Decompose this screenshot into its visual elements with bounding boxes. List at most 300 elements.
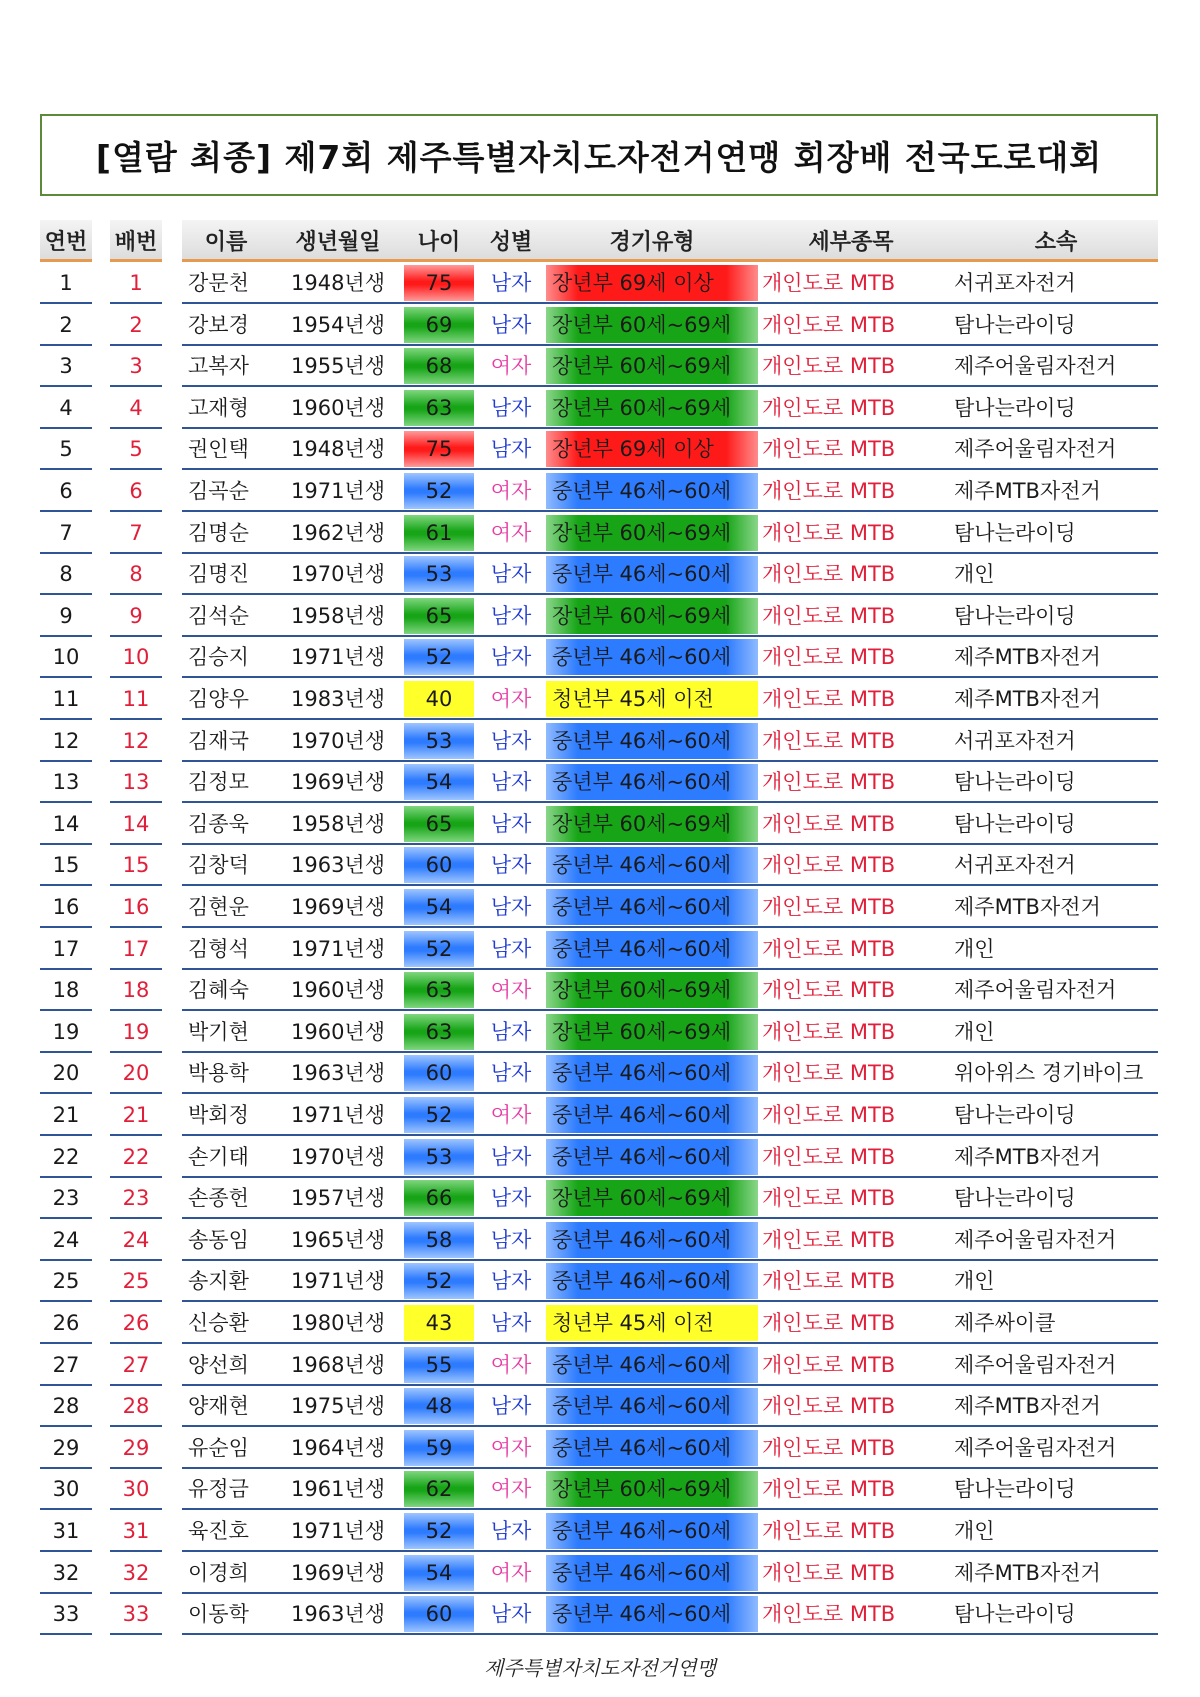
cell-birth: 1964년생 <box>290 1436 385 1460</box>
cell-age: 75 <box>404 431 474 467</box>
cell-event: 개인도로 MTB <box>762 1561 896 1585</box>
cell-seq: 4 <box>59 396 73 420</box>
cell-age: 54 <box>404 764 474 800</box>
cell-event: 개인도로 MTB <box>762 729 896 753</box>
cell-team: 탐나는라이딩 <box>954 1477 1076 1501</box>
cell-gender: 남자 <box>490 1061 532 1085</box>
cell-seq: 7 <box>59 521 73 545</box>
cell-event: 개인도로 MTB <box>762 1020 896 1044</box>
cell-bib: 3 <box>129 354 143 378</box>
cell-age: 53 <box>404 556 474 592</box>
cell-category: 장년부 60세~69세 <box>546 806 758 842</box>
cell-category: 장년부 69세 이상 <box>546 265 758 301</box>
row-underline <box>182 801 1158 803</box>
cell-bib: 28 <box>122 1394 150 1418</box>
cell-seq: 15 <box>52 853 80 877</box>
cell-event: 개인도로 MTB <box>762 604 896 628</box>
cell-name: 김형석 <box>188 937 249 961</box>
cell-name: 김현운 <box>188 895 249 919</box>
cell-team: 탐나는라이딩 <box>954 812 1076 836</box>
cell-seq: 12 <box>52 729 80 753</box>
cell-category: 장년부 60세~69세 <box>546 598 758 634</box>
cell-name: 김정모 <box>188 770 249 794</box>
cell-gender: 남자 <box>490 1020 532 1044</box>
row-underline <box>182 635 1158 637</box>
row-underline <box>110 968 162 970</box>
cell-age: 53 <box>404 723 474 759</box>
row-underline <box>110 1467 162 1469</box>
cell-bib: 19 <box>122 1020 150 1044</box>
row-underline <box>40 718 92 720</box>
header-seq: 연번 <box>44 229 88 255</box>
cell-seq: 13 <box>52 770 80 794</box>
cell-team: 제주MTB자전거 <box>954 479 1101 503</box>
cell-age: 43 <box>404 1305 474 1341</box>
cell-team: 탐나는라이딩 <box>954 1103 1076 1127</box>
cell-gender: 남자 <box>490 812 532 836</box>
cell-gender: 남자 <box>490 853 532 877</box>
cell-birth: 1970년생 <box>290 562 385 586</box>
row-underline <box>40 1217 92 1219</box>
cell-gender: 남자 <box>490 313 532 337</box>
row-underline <box>182 302 1158 304</box>
cell-team: 개인 <box>954 1519 995 1543</box>
row-underline <box>110 1051 162 1053</box>
cell-age: 63 <box>404 972 474 1008</box>
row-underline <box>110 635 162 637</box>
cell-age: 52 <box>404 1097 474 1133</box>
cell-birth: 1948년생 <box>290 271 385 295</box>
row-underline <box>182 1384 1158 1386</box>
cell-bib: 10 <box>122 645 150 669</box>
cell-bib: 9 <box>129 604 143 628</box>
cell-age: 65 <box>404 806 474 842</box>
cell-team: 서귀포자전거 <box>954 853 1076 877</box>
cell-event: 개인도로 MTB <box>762 562 896 586</box>
cell-bib: 22 <box>122 1145 150 1169</box>
row-underline <box>40 1508 92 1510</box>
cell-category: 장년부 60세~69세 <box>546 390 758 426</box>
row-underline <box>110 385 162 387</box>
cell-event: 개인도로 MTB <box>762 354 896 378</box>
cell-category: 중년부 46세~60세 <box>546 931 758 967</box>
row-underline <box>40 1009 92 1011</box>
cell-event: 개인도로 MTB <box>762 770 896 794</box>
cell-category: 중년부 46세~60세 <box>546 1222 758 1258</box>
cell-birth: 1971년생 <box>290 1269 385 1293</box>
cell-seq: 8 <box>59 562 73 586</box>
cell-team: 제주MTB자전거 <box>954 1145 1101 1169</box>
row-underline <box>110 1009 162 1011</box>
cell-birth: 1963년생 <box>290 1602 385 1626</box>
page-title: [열람 최종] 제7회 제주특별자치도자전거연맹 회장배 전국도로대회 <box>95 137 1103 177</box>
row-underline <box>40 1134 92 1136</box>
cell-team: 탐나는라이딩 <box>954 1186 1076 1210</box>
cell-bib: 20 <box>122 1061 150 1085</box>
cell-seq: 26 <box>52 1311 80 1335</box>
cell-event: 개인도로 MTB <box>762 1103 896 1127</box>
cell-category: 중년부 46세~60세 <box>546 889 758 925</box>
cell-team: 개인 <box>954 1020 995 1044</box>
cell-gender: 남자 <box>490 729 532 753</box>
cell-age: 68 <box>404 348 474 384</box>
cell-birth: 1968년생 <box>290 1353 385 1377</box>
cell-bib: 14 <box>122 812 150 836</box>
cell-event: 개인도로 MTB <box>762 1394 896 1418</box>
row-underline <box>182 1134 1158 1136</box>
cell-category: 장년부 60세~69세 <box>546 348 758 384</box>
cell-birth: 1958년생 <box>290 812 385 836</box>
cell-gender: 여자 <box>490 1436 532 1460</box>
row-underline <box>182 510 1158 512</box>
cell-team: 개인 <box>954 562 995 586</box>
cell-birth: 1969년생 <box>290 770 385 794</box>
cell-gender: 남자 <box>490 1186 532 1210</box>
row-underline <box>182 1217 1158 1219</box>
header-event: 세부종목 <box>808 229 894 255</box>
cell-gender: 남자 <box>490 1228 532 1252</box>
cell-category: 중년부 46세~60세 <box>546 1055 758 1091</box>
cell-bib: 8 <box>129 562 143 586</box>
header-category: 경기유형 <box>609 229 695 255</box>
cell-birth: 1954년생 <box>290 313 385 337</box>
cell-category: 중년부 46세~60세 <box>546 1430 758 1466</box>
cell-event: 개인도로 MTB <box>762 313 896 337</box>
cell-age: 52 <box>404 639 474 675</box>
row-underline <box>110 1592 162 1594</box>
cell-age: 66 <box>404 1180 474 1216</box>
cell-category: 중년부 46세~60세 <box>546 1513 758 1549</box>
cell-seq: 22 <box>52 1145 80 1169</box>
row-underline <box>110 1342 162 1344</box>
cell-age: 69 <box>404 307 474 343</box>
row-underline <box>40 344 92 346</box>
cell-team: 제주MTB자전거 <box>954 687 1101 711</box>
cell-gender: 여자 <box>490 479 532 503</box>
cell-age: 54 <box>404 889 474 925</box>
cell-event: 개인도로 MTB <box>762 853 896 877</box>
cell-event: 개인도로 MTB <box>762 687 896 711</box>
cell-name: 고복자 <box>188 354 249 378</box>
row-underline <box>40 968 92 970</box>
cell-team: 제주MTB자전거 <box>954 895 1101 919</box>
row-underline <box>182 468 1158 470</box>
cell-age: 60 <box>404 847 474 883</box>
cell-category: 청년부 45세 이전 <box>546 1305 758 1341</box>
cell-bib: 7 <box>129 521 143 545</box>
cell-birth: 1970년생 <box>290 729 385 753</box>
row-underline <box>182 427 1158 429</box>
cell-event: 개인도로 MTB <box>762 437 896 461</box>
cell-event: 개인도로 MTB <box>762 1477 896 1501</box>
row-underline <box>182 1342 1158 1344</box>
cell-seq: 20 <box>52 1061 80 1085</box>
cell-birth: 1971년생 <box>290 1103 385 1127</box>
row-underline <box>40 1384 92 1386</box>
cell-age: 53 <box>404 1139 474 1175</box>
row-underline <box>182 1300 1158 1302</box>
cell-event: 개인도로 MTB <box>762 479 896 503</box>
row-underline <box>182 676 1158 678</box>
row-underline <box>182 1051 1158 1053</box>
cell-category: 장년부 60세~69세 <box>546 307 758 343</box>
row-underline <box>40 1092 92 1094</box>
cell-bib: 21 <box>122 1103 150 1127</box>
cell-team: 제주어울림자전거 <box>954 1436 1117 1460</box>
cell-seq: 28 <box>52 1394 80 1418</box>
cell-team: 제주어울림자전거 <box>954 437 1117 461</box>
cell-birth: 1957년생 <box>290 1186 385 1210</box>
cell-seq: 30 <box>52 1477 80 1501</box>
cell-birth: 1962년생 <box>290 521 385 545</box>
cell-birth: 1983년생 <box>290 687 385 711</box>
row-underline <box>40 884 92 886</box>
cell-gender: 남자 <box>490 562 532 586</box>
row-underline <box>182 1633 1158 1635</box>
cell-bib: 26 <box>122 1311 150 1335</box>
cell-team: 제주어울림자전거 <box>954 1353 1117 1377</box>
cell-age: 59 <box>404 1430 474 1466</box>
cell-name: 권인택 <box>188 437 249 461</box>
cell-bib: 33 <box>122 1602 150 1626</box>
header-birth: 생년월일 <box>295 229 381 255</box>
cell-bib: 23 <box>122 1186 150 1210</box>
cell-event: 개인도로 MTB <box>762 271 896 295</box>
cell-age: 55 <box>404 1347 474 1383</box>
row-underline <box>110 718 162 720</box>
row-underline <box>110 760 162 762</box>
cell-team: 제주어울림자전거 <box>954 1228 1117 1252</box>
row-underline <box>182 760 1158 762</box>
row-underline <box>110 468 162 470</box>
header-bib: 배번 <box>114 229 158 255</box>
cell-bib: 4 <box>129 396 143 420</box>
cell-birth: 1960년생 <box>290 396 385 420</box>
cell-seq: 29 <box>52 1436 80 1460</box>
row-underline <box>40 635 92 637</box>
cell-bib: 11 <box>122 687 150 711</box>
cell-name: 손기태 <box>188 1145 249 1169</box>
row-underline <box>110 1259 162 1261</box>
cell-event: 개인도로 MTB <box>762 645 896 669</box>
cell-seq: 2 <box>59 313 73 337</box>
cell-name: 김재국 <box>188 729 249 753</box>
cell-gender: 여자 <box>490 687 532 711</box>
cell-gender: 남자 <box>490 1311 532 1335</box>
row-underline <box>40 926 92 928</box>
header-team: 소속 <box>1034 229 1078 255</box>
row-underline <box>182 1550 1158 1552</box>
row-underline <box>40 427 92 429</box>
cell-name: 김혜숙 <box>188 978 249 1002</box>
cell-age: 54 <box>404 1555 474 1591</box>
cell-gender: 여자 <box>490 354 532 378</box>
cell-team: 제주어울림자전거 <box>954 354 1117 378</box>
cell-event: 개인도로 MTB <box>762 1186 896 1210</box>
row-underline <box>182 1425 1158 1427</box>
cell-team: 위아위스 경기바이크 <box>954 1061 1144 1085</box>
row-underline <box>40 1425 92 1427</box>
cell-category: 중년부 46세~60세 <box>546 1388 758 1424</box>
cell-event: 개인도로 MTB <box>762 978 896 1002</box>
row-underline <box>110 1300 162 1302</box>
cell-name: 송지환 <box>188 1269 249 1293</box>
title-box <box>40 114 1158 196</box>
cell-bib: 17 <box>122 937 150 961</box>
cell-bib: 5 <box>129 437 143 461</box>
cell-bib: 31 <box>122 1519 150 1543</box>
cell-seq: 3 <box>59 354 73 378</box>
cell-team: 제주MTB자전거 <box>954 645 1101 669</box>
row-underline <box>40 1176 92 1178</box>
cell-age: 63 <box>404 390 474 426</box>
cell-seq: 19 <box>52 1020 80 1044</box>
row-underline <box>110 1217 162 1219</box>
cell-birth: 1960년생 <box>290 1020 385 1044</box>
row-underline <box>182 1009 1158 1011</box>
row-underline <box>40 1300 92 1302</box>
row-underline <box>110 593 162 595</box>
cell-age: 61 <box>404 515 474 551</box>
cell-gender: 여자 <box>490 1477 532 1501</box>
row-underline <box>110 1508 162 1510</box>
row-underline <box>40 1467 92 1469</box>
cell-category: 중년부 46세~60세 <box>546 1139 758 1175</box>
row-underline <box>110 1092 162 1094</box>
cell-team: 탐나는라이딩 <box>954 313 1076 337</box>
cell-team: 제주MTB자전거 <box>954 1394 1101 1418</box>
cell-event: 개인도로 MTB <box>762 396 896 420</box>
cell-gender: 여자 <box>490 521 532 545</box>
row-underline <box>40 801 92 803</box>
cell-event: 개인도로 MTB <box>762 1145 896 1169</box>
row-underline <box>182 593 1158 595</box>
cell-age: 40 <box>404 681 474 717</box>
cell-name: 유순임 <box>188 1436 249 1460</box>
row-underline <box>40 510 92 512</box>
cell-name: 강보경 <box>188 313 249 337</box>
cell-category: 장년부 60세~69세 <box>546 515 758 551</box>
cell-event: 개인도로 MTB <box>762 1228 896 1252</box>
cell-bib: 2 <box>129 313 143 337</box>
row-underline <box>40 1550 92 1552</box>
cell-gender: 남자 <box>490 437 532 461</box>
row-underline <box>40 843 92 845</box>
cell-event: 개인도로 MTB <box>762 1602 896 1626</box>
cell-name: 김창덕 <box>188 853 249 877</box>
footer-text: 제주특별자치도자전거연맹 <box>484 1656 716 1680</box>
cell-bib: 6 <box>129 479 143 503</box>
row-underline <box>110 1550 162 1552</box>
row-underline <box>40 1051 92 1053</box>
header-gender: 성별 <box>489 229 533 255</box>
row-underline <box>110 427 162 429</box>
cell-seq: 10 <box>52 645 80 669</box>
cell-gender: 남자 <box>490 604 532 628</box>
cell-bib: 25 <box>122 1269 150 1293</box>
cell-category: 중년부 46세~60세 <box>546 1347 758 1383</box>
cell-age: 62 <box>404 1471 474 1507</box>
row-underline <box>182 552 1158 554</box>
row-underline <box>40 302 92 304</box>
cell-name: 강문천 <box>188 271 249 295</box>
cell-name: 박용학 <box>188 1061 249 1085</box>
cell-age: 75 <box>404 265 474 301</box>
row-underline <box>110 843 162 845</box>
row-underline <box>40 1259 92 1261</box>
cell-category: 중년부 46세~60세 <box>546 1263 758 1299</box>
cell-team: 탐나는라이딩 <box>954 396 1076 420</box>
cell-age: 52 <box>404 1263 474 1299</box>
cell-name: 김곡순 <box>188 479 249 503</box>
cell-category: 중년부 46세~60세 <box>546 1596 758 1632</box>
cell-team: 탐나는라이딩 <box>954 604 1076 628</box>
row-underline <box>110 510 162 512</box>
cell-bib: 29 <box>122 1436 150 1460</box>
cell-seq: 33 <box>52 1602 80 1626</box>
cell-seq: 17 <box>52 937 80 961</box>
cell-seq: 9 <box>59 604 73 628</box>
row-underline <box>110 1633 162 1635</box>
cell-birth: 1980년생 <box>290 1311 385 1335</box>
cell-gender: 남자 <box>490 1394 532 1418</box>
cell-event: 개인도로 MTB <box>762 937 896 961</box>
cell-bib: 13 <box>122 770 150 794</box>
row-underline <box>182 1508 1158 1510</box>
cell-name: 김명순 <box>188 521 249 545</box>
row-underline <box>182 843 1158 845</box>
row-underline <box>110 676 162 678</box>
cell-gender: 남자 <box>490 895 532 919</box>
cell-category: 중년부 46세~60세 <box>546 1555 758 1591</box>
cell-birth: 1960년생 <box>290 978 385 1002</box>
cell-bib: 16 <box>122 895 150 919</box>
cell-team: 탐나는라이딩 <box>954 1602 1076 1626</box>
cell-event: 개인도로 MTB <box>762 1436 896 1460</box>
header-age: 나이 <box>417 229 461 255</box>
cell-birth: 1971년생 <box>290 1519 385 1543</box>
cell-category: 중년부 46세~60세 <box>546 473 758 509</box>
cell-seq: 14 <box>52 812 80 836</box>
row-underline <box>110 884 162 886</box>
row-underline <box>182 385 1158 387</box>
row-underline <box>110 1134 162 1136</box>
row-underline <box>40 1342 92 1344</box>
cell-gender: 여자 <box>490 1103 532 1127</box>
cell-name: 김명진 <box>188 562 249 586</box>
cell-name: 박기현 <box>188 1020 249 1044</box>
cell-team: 서귀포자전거 <box>954 271 1076 295</box>
cell-bib: 30 <box>122 1477 150 1501</box>
cell-birth: 1958년생 <box>290 604 385 628</box>
cell-birth: 1971년생 <box>290 937 385 961</box>
cell-birth: 1970년생 <box>290 1145 385 1169</box>
cell-seq: 24 <box>52 1228 80 1252</box>
cell-name: 김승지 <box>188 645 249 669</box>
cell-bib: 12 <box>122 729 150 753</box>
cell-age: 52 <box>404 931 474 967</box>
cell-team: 개인 <box>954 937 995 961</box>
row-underline <box>182 884 1158 886</box>
row-underline <box>110 1176 162 1178</box>
row-underline <box>182 1092 1158 1094</box>
cell-name: 육진호 <box>188 1519 249 1543</box>
cell-category: 중년부 46세~60세 <box>546 764 758 800</box>
row-underline <box>182 968 1158 970</box>
cell-event: 개인도로 MTB <box>762 1061 896 1085</box>
cell-category: 장년부 60세~69세 <box>546 1180 758 1216</box>
row-underline <box>110 344 162 346</box>
